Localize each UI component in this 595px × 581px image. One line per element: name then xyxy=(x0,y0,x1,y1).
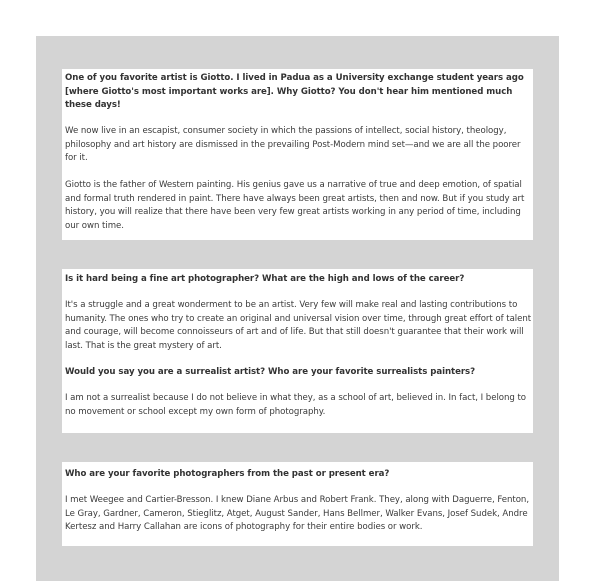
question-surrealist: Would you say you are a surrealist artist? Who are your favorite surrealists painters? xyxy=(65,367,476,377)
answer-paragraph: I met Weegee and Cartier-Bresson. I knew Diane Arbus and Robert Frank. They, along with Daguerre, Fenton, Le Gray, Gardner, Cameron, Stieglitz, Atget, August Sander, Hans Bellmer, Walker Evans, Josef Sudek, Andre Kertesz and Harry Callahan are icons of photography for their entire bodies or work. xyxy=(65,495,529,532)
interview-section-giotto xyxy=(62,69,533,240)
answer-paragraph: I am not a surrealist because I do not believe in what they, as a school of art, believed in. In fact, I belong to no movement or school except my own form of photography. xyxy=(65,393,527,417)
question-career: Is it hard being a fine art photographer? What are the high and lows of the career? xyxy=(65,274,465,284)
question-giotto: One of you favorite artist is Giotto. I lived in Padua as a University exchange student years ago [where Giotto's most important works are]. Why Giotto? You don't hear him mentioned much these days! xyxy=(65,73,524,110)
interview-section-photographers xyxy=(62,462,533,546)
answer-paragraph: It's a struggle and a great wonderment to be an artist. Very few will make real and lasting contributions to humanity. The ones who try to create an original and universal vision over time, through great effort of talent and courage, will become connoisseurs of art and of life. But that still doesn't guarantee that their work will last. That is the great mystery of art. xyxy=(65,300,532,351)
answer-paragraph: We now live in an escapist, consumer society in which the passions of intellect, social history, theology, philosophy and art history are dismissed in the prevailing Post-Modern mind set—and we are all the poorer for it. xyxy=(65,126,521,163)
interview-section-career xyxy=(62,269,533,433)
question-photographers: Who are your favorite photographers from the past or present era? xyxy=(65,469,390,479)
answer-paragraph: Giotto is the father of Western painting. His genius gave us a narrative of true and deep emotion, of spatial and formal truth rendered in paint. There have always been great artists, then and now. But if you study art history, you will realize that there have been very few great artists working in any period of time, including our own time. xyxy=(65,180,525,231)
